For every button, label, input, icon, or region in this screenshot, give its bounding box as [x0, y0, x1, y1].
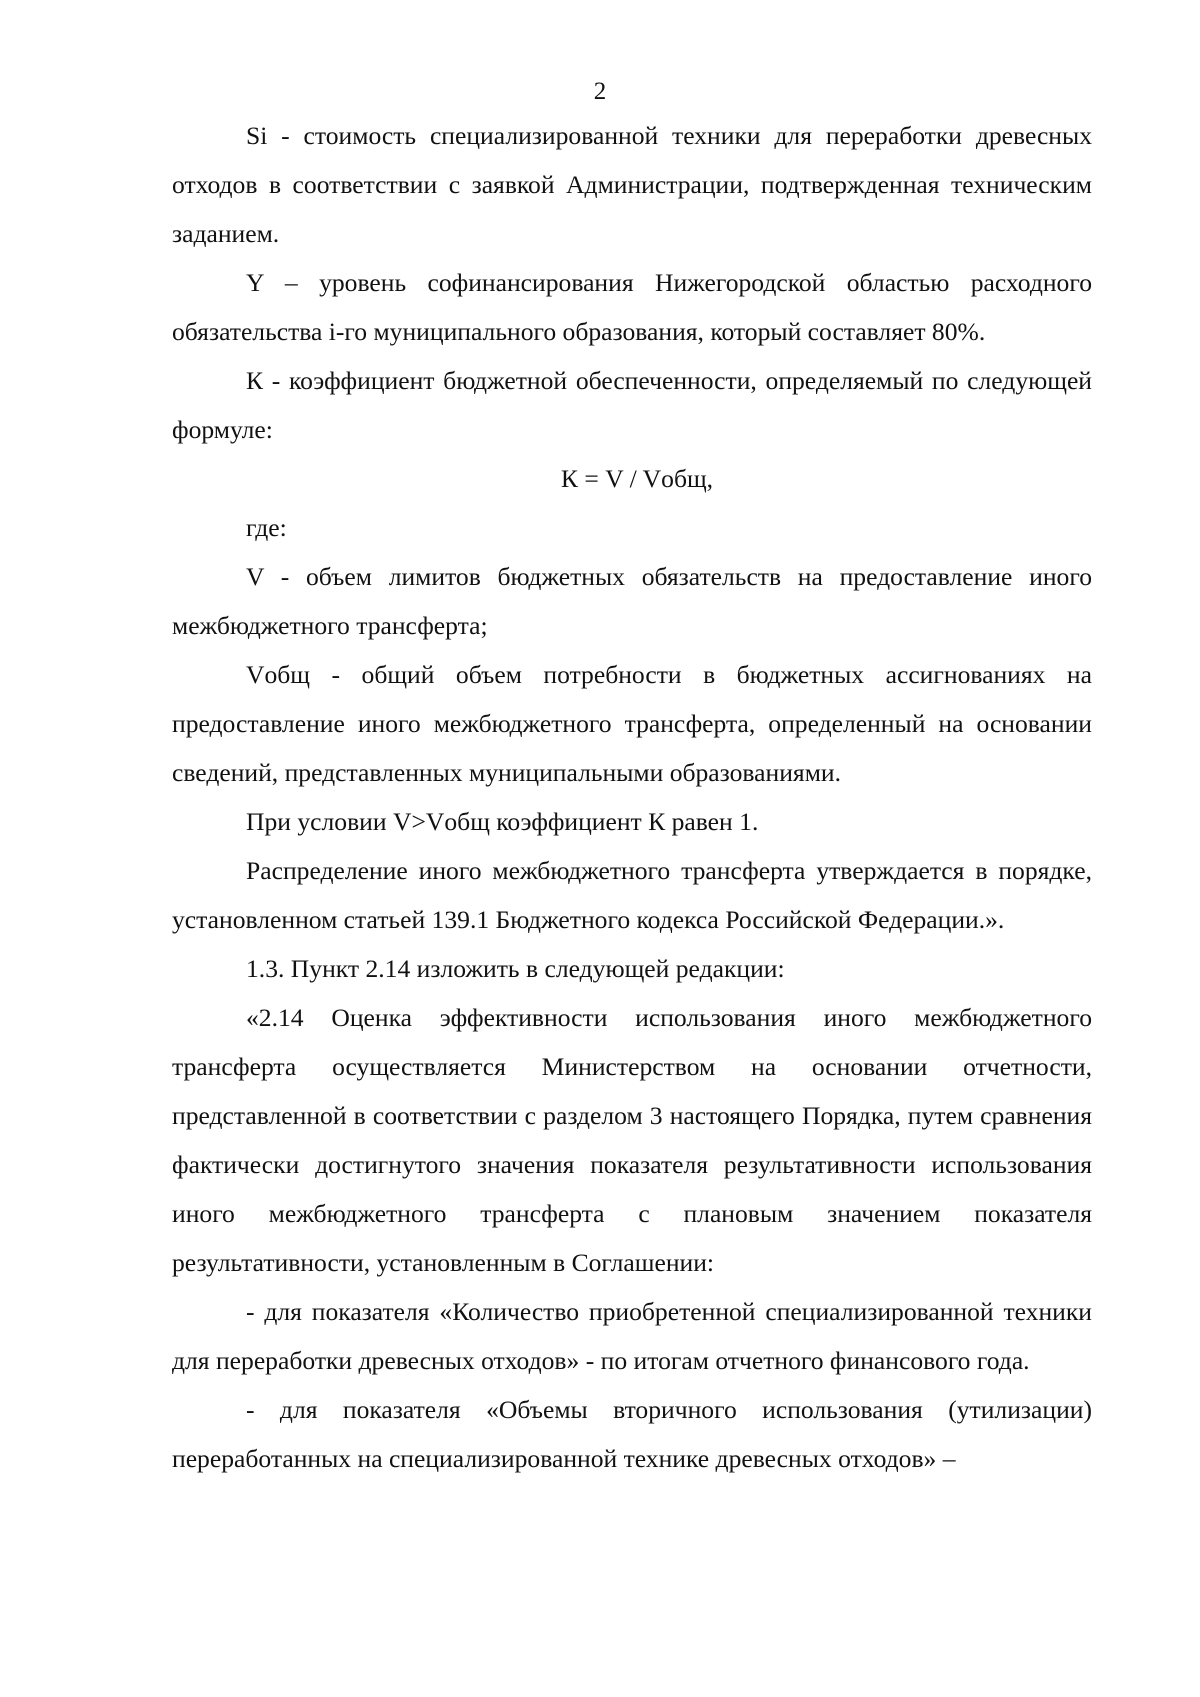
list-item-indicator-2: - для показателя «Объемы вторичного использования (утилизации) переработанных на специализированной технике древесных отходов» –	[172, 1395, 1092, 1473]
paragraph-vobsh-definition: Vобщ - общий объем потребности в бюджетных ассигнованиях на предоставление иного межбюджетного трансферта, определенный на основании сведений, представленных муниципальными образованиями.	[172, 660, 1092, 787]
paragraph-v-definition: V - объем лимитов бюджетных обязательств на предоставление иного межбюджетного трансферта;	[172, 562, 1092, 640]
page-number: 2	[593, 78, 607, 105]
list-item-indicator-1: - для показателя «Количество приобретенной специализированной техники для переработки древесных отходов» - по итогам отчетного финансового года.	[172, 1297, 1092, 1375]
paragraph-si-definition: Si - стоимость специализированной техники для переработки древесных отходов в соответствии с заявкой Администрации, подтвержденная техническим заданием.	[172, 121, 1092, 248]
document-body	[172, 111, 1092, 1483]
paragraph-where: где:	[246, 513, 287, 542]
paragraph-condition: При условии V>Vобщ коэффициент К равен 1.	[246, 807, 759, 836]
paragraph-y-definition: Y – уровень софинансирования Нижегородской областью расходного обязательства i-го муниципального образования, который составляет 80%.	[172, 268, 1092, 346]
paragraph-distribution: Распределение иного межбюджетного трансферта утверждается в порядке, установленном статьей 139.1 Бюджетного кодекса Российской Федерации.».	[172, 856, 1092, 934]
formula-k: К = V / Vобщ,	[560, 464, 714, 493]
paragraph-clause-2-14: «2.14 Оценка эффективности использования иного межбюджетного трансферта осуществляется Министерством на основании отчетности, представленной в соответствии с разделом 3 настоящего Порядка, путем сравнения фактически достигнутого значения показателя результативности использования иного межбюджетного трансферта с плановым значением показателя результативности, установленным в Соглашении:	[172, 1003, 1092, 1277]
paragraph-k-definition: К - коэффициент бюджетной обеспеченности, определяемый по следующей формуле:	[172, 366, 1092, 444]
paragraph-clause-1-3: 1.3. Пункт 2.14 изложить в следующей редакции:	[246, 954, 785, 983]
